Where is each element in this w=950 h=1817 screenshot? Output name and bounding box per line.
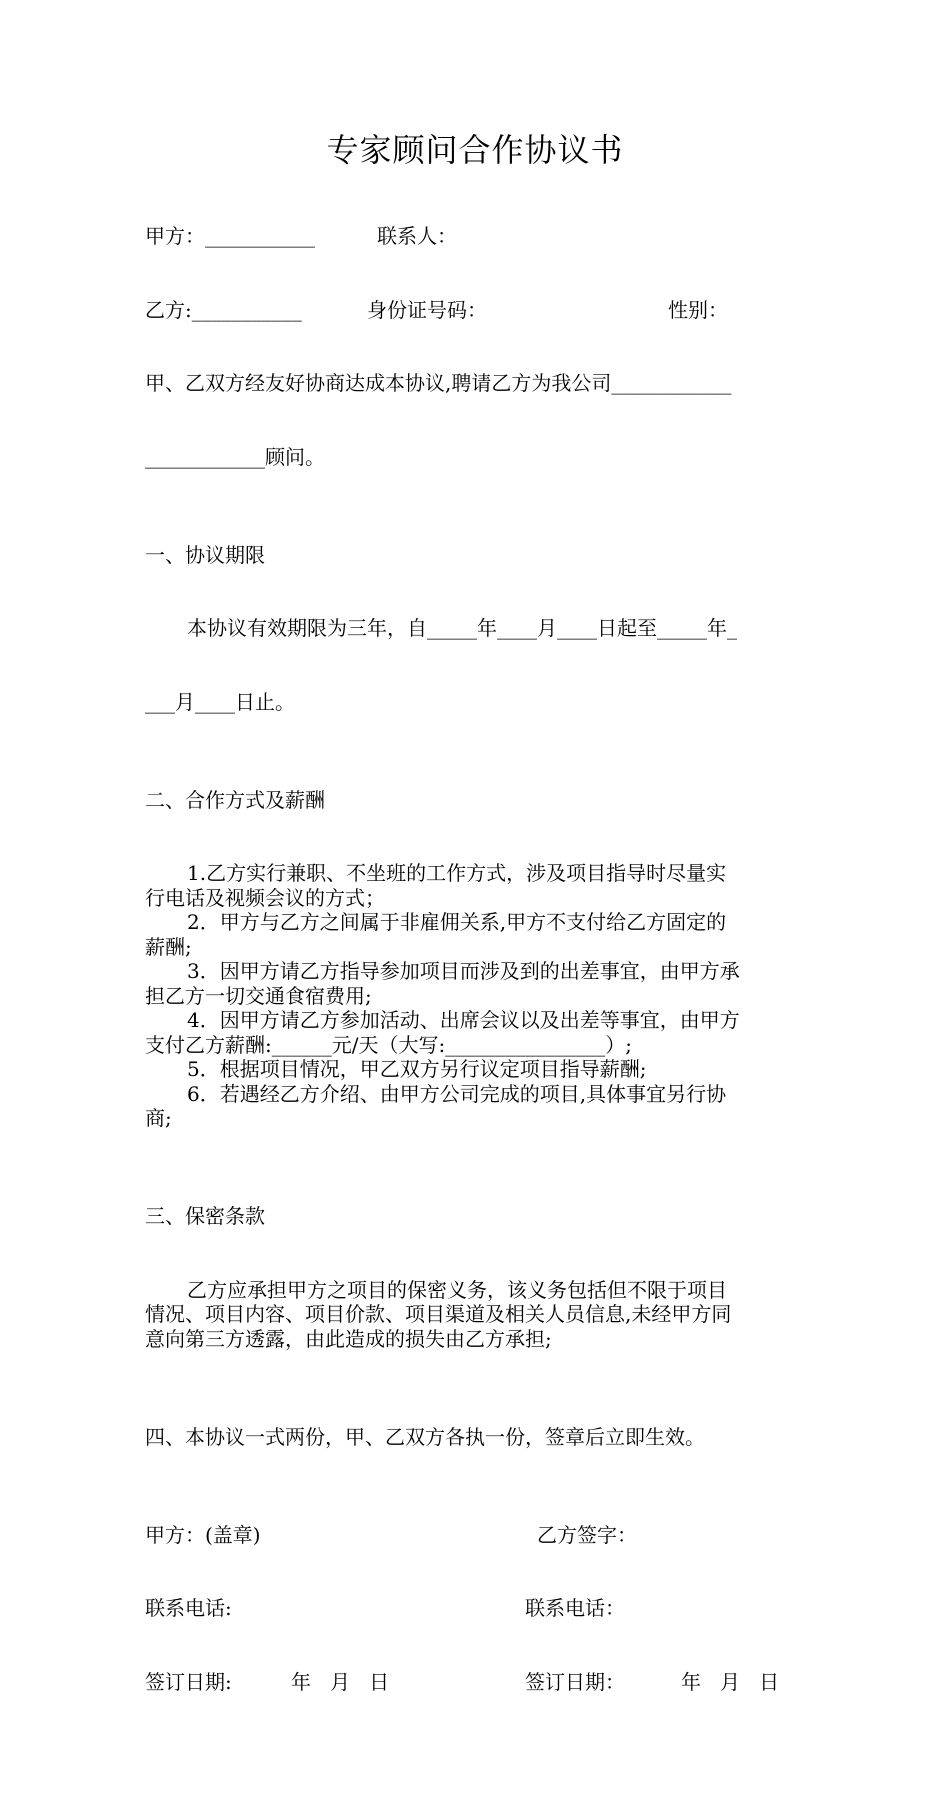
paragraph-line: 5．根据项目情况，甲乙双方另行议定项目指导薪酬;	[187, 1057, 647, 1081]
party-a-field: 甲方：___________	[145, 224, 315, 248]
paragraph-line: ___月____日止。	[145, 689, 295, 714]
paragraph-line: 担乙方一切交通食宿费用;	[145, 983, 372, 1008]
party-b-date-label: 签订日期：	[525, 1669, 625, 1694]
section2-lines	[145, 861, 807, 1131]
section-heading: 四、本协议一式两份，甲、乙双方各执一份，签章后立即生效。	[145, 1424, 705, 1449]
signature-row	[145, 1523, 807, 1548]
paragraph-line: 商;	[145, 1106, 172, 1130]
party-a-phone: 联系电话:	[145, 1596, 232, 1620]
section-heading: 一、协议期限	[145, 542, 265, 567]
paragraph-line: 行电话及视频会议的方式；	[145, 885, 385, 910]
party-b-field: 乙方:___________	[145, 297, 302, 322]
intro-line: ____________顾问。	[145, 444, 325, 469]
section3-lines	[145, 1278, 807, 1352]
party-a-seal: 甲方：(盖章)	[145, 1522, 261, 1547]
paragraph-line: 乙方应承担甲方之项目的保密义务，该义务包括但不限于项目	[187, 1277, 727, 1302]
section-heading: 二、合作方式及薪酬	[145, 787, 325, 812]
paragraph-line: 本协议有效期限为三年，自_____年____月____日起至_____年_	[187, 616, 737, 640]
paragraph-line: 1.乙方实行兼职、不坐班的工作方式，涉及项目指导时尽量实	[187, 861, 727, 885]
party-b-phone: 联系电话：	[525, 1596, 625, 1620]
party-b-signature: 乙方签字：	[537, 1522, 637, 1547]
paragraph-line: 6．若遇经乙方介绍、由甲方公司完成的项目,具体事宜另行协	[187, 1081, 727, 1106]
paragraph-line: 薪酬;	[145, 934, 192, 959]
party-b-date-fields: 年 月 日	[681, 1669, 780, 1694]
date-row	[145, 1670, 807, 1695]
section-heading: 三、保密条款	[145, 1204, 265, 1228]
document-body	[145, 175, 807, 1743]
gender-label: 性别：	[668, 297, 728, 322]
paragraph-line: 3．因甲方请乙方指导参加项目而涉及到的出差事宜，由甲方承	[187, 959, 740, 983]
paragraph-line: 2．甲方与乙方之间属于非雇佣关系,甲方不支付给乙方固定的	[187, 910, 727, 934]
paragraph-line: 支付乙方薪酬:______元/天（大写:________________）;	[145, 1032, 632, 1057]
paragraph-line: 4．因甲方请乙方参加活动、出席会议以及出差等事宜，由甲方	[187, 1008, 740, 1032]
party-a-row	[145, 224, 807, 249]
paragraph-line: 意向第三方透露，由此造成的损失由乙方承担;	[145, 1326, 552, 1351]
intro-line: 甲、乙双方经友好协商达成本协议,聘请乙方为我公司____________	[145, 371, 732, 395]
paragraph-line: 情况、项目内容、项目价款、项目渠道及相关人员信息,未经甲方同	[145, 1302, 732, 1326]
party-a-date-fields: 年 月 日	[291, 1669, 390, 1694]
contact-person-label: 联系人：	[377, 224, 457, 248]
party-b-row	[145, 298, 807, 323]
id-number-label: 身份证号码：	[367, 297, 487, 322]
document-title: 专家顾问合作协议书	[326, 131, 624, 169]
phone-row	[145, 1596, 807, 1621]
party-a-date-label: 签订日期:	[145, 1669, 232, 1694]
